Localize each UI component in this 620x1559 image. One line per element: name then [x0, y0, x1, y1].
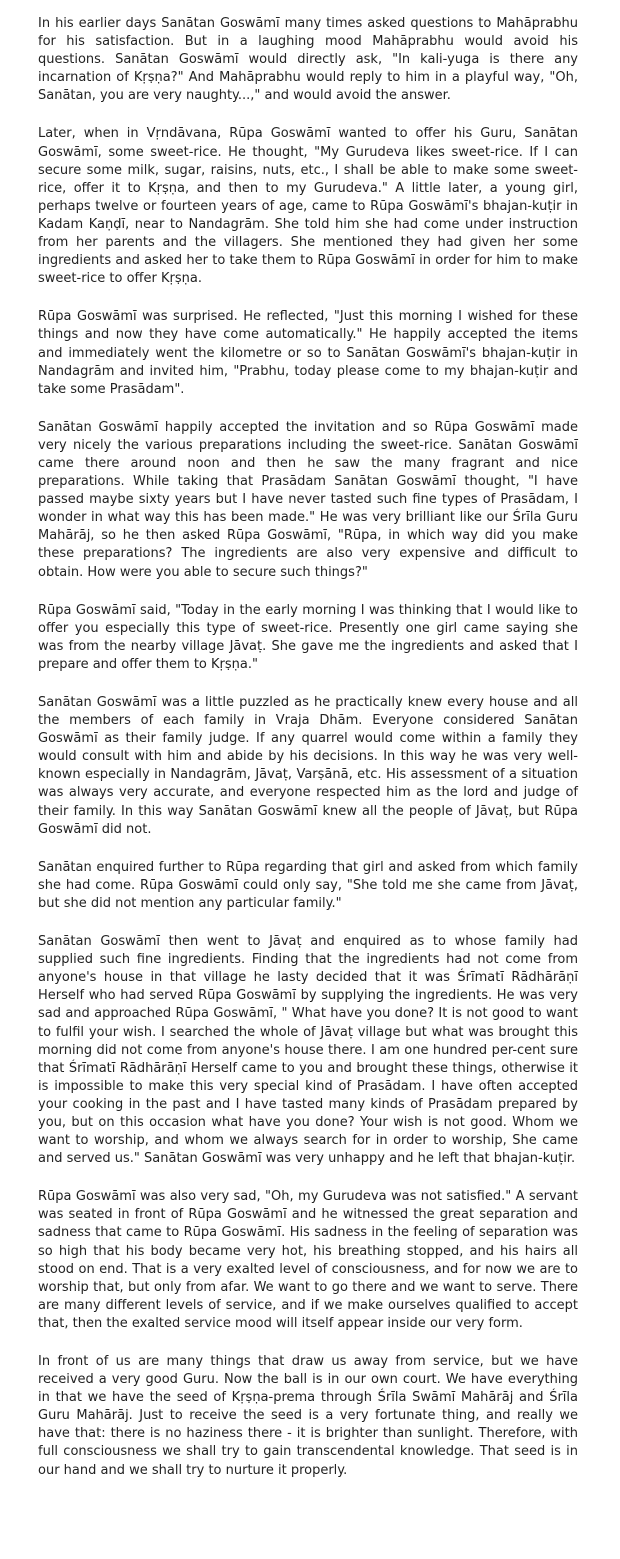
paragraph-7: Sanātan enquired further to Rūpa regarding that girl and asked from which family she had come. Rūpa Goswāmī could only say, "She told me she came from Jāvaṭ, but she did not mention any particular family."	[38, 859, 578, 911]
paragraph-1: In his earlier days Sanātan Goswāmī many times asked questions to Mahāprabhu for his satisfaction. But in a laughing mood Mahāprabhu would avoid his questions. Sanātan Goswāmī would directly ask, "In kali-yuga is there any incarnation of Kṛṣṇa?" And Mahāprabhu would reply to him in a playful way, "Oh, Sanātan, you are very naughty...," and would avoid the answer.	[38, 16, 578, 104]
paragraph-5: Rūpa Goswāmī said, "Today in the early morning I was thinking that I would like to offer you especially this type of sweet-rice. Presently one girl came saying she was from the nearby village Jāvaṭ. She gave me the ingredients and asked that I prepare and offer them to Kṛṣṇa."	[38, 602, 578, 672]
paragraph-4: Sanātan Goswāmī happily accepted the invitation and so Rūpa Goswāmī made very nicely the various preparations including the sweet-rice. Sanātan Goswāmī came there around noon and then he saw the many fragrant and nice preparations. While taking that Prasādam Sanātan Goswāmī thought, "I have passed maybe sixty years but I have never tasted such fine types of Prasādam, I wonder in what way this has been made." He was very brilliant like our Śrīla Guru Mahārāj, so he then asked Rūpa Goswāmī, "Rūpa, in which way did you make these preparations? The ingredients are also very expensive and difficult to obtain. How were you able to secure such things?"	[38, 419, 578, 580]
paragraph-6: Sanātan Goswāmī was a little puzzled as he practically knew every house and all the members of each family in Vraja Dhām. Everyone considered Sanātan Goswāmī as their family judge. If any quarrel would come within a family they would consult with him and abide by his decisions. In this way he was very well-known especially in Nandagrām, Jāvaṭ, Varṣānā, etc. His assessment of a situation was always very accurate, and everyone respected him as the lord and judge of their family. In this way Sanātan Goswāmī knew all the people of Jāvaṭ, but Rūpa Goswāmī did not.	[38, 695, 578, 837]
paragraph-8: Sanātan Goswāmī then went to Jāvaṭ and enquired as to whose family had supplied such fine ingredients. Finding that the ingredients had not come from anyone's house in that village he lasty decided that it was Śrīmatī Rādhārāṇī Herself who had served Rūpa Goswāmī by supplying the ingredients. He was very sad and approached Rūpa Goswāmī, " What have you done? It is not good to want to fulfil your wish. I searched the whole of Jāvaṭ village but what was brought this morning did not come from anyone's house there. I am one hundred per-cent sure that Śrīmatī Rādhārāṇī Herself came to you and brought these things, otherwise it is impossible to make this very special kind of Prasādam. I have often accepted your cooking in the past and I have tasted many kinds of Prasādam prepared by you, but on this occasion what have you done? Your wish is not good. Whom we want to worship, and whom we always search for in order to worship, She came and served us." Sanātan Goswāmī was very unhappy and he left that bhajan-kuṭir.	[38, 934, 578, 1167]
paragraph-9: Rūpa Goswāmī was also very sad, "Oh, my Gurudeva was not satisfied." A servant was seated in front of Rūpa Goswāmī and he witnessed the great separation and sadness that came to Rūpa Goswāmī. His sadness in the feeling of separation was so high that his body became very hot, his breathing stopped, and his hairs all stood on end. That is a very exalted level of consciousness, and for now we are to worship that, but only from afar. We want to go there and we want to serve. There are many different levels of service, and if we make ourselves qualified to accept that, then the exalted service mood will itself appear inside our very form.	[38, 1189, 578, 1331]
paragraph-10: In front of us are many things that draw us away from service, but we have received a very good Guru. Now the ball is in our own court. We have everything in that we have the seed of Kṛṣṇa-prema through Śrīla Swāmī Mahārāj and Śrīla Guru Mahārāj. Just to receive the seed is a very fortunate thing, and really we have that: there is no haziness there - it is brighter than sunlight. Therefore, with full consciousness we shall try to gain transcendental knowledge. That seed is in our hand and we shall try to nurture it properly.	[38, 1354, 578, 1478]
paragraph-2: Later, when in Vṛndāvana, Rūpa Goswāmī wanted to offer his Guru, Sanātan Goswāmī, some sweet-rice. He thought, "My Gurudeva likes sweet-rice. If I can secure some milk, sugar, raisins, nuts, etc., I shall be able to make some sweet-rice, offer it to Kṛṣṇa, and then to my Gurudeva." A little later, a young girl, perhaps twelve or fourteen years of age, came to Rūpa Goswāmī's bhajan-kuṭir in Kadam Kaṇḍī, near to Nandagrām. She told him she had come under instruction from her parents and the villagers. She mentioned they had given her some ingredients and asked her to take them to Rūpa Goswāmī in order for him to make sweet-rice to offer Kṛṣṇa.	[38, 126, 578, 287]
paragraph-3: Rūpa Goswāmī was surprised. He reflected, "Just this morning I wished for these things and now they have come automatically." He happily accepted the items and immediately went the kilometre or so to Sanātan Goswāmī's bhajan-kuṭir in Nandagrām and invited him, "Prabhu, today please come to my bhajan-kuṭir and take some Prasādam".	[38, 309, 578, 397]
